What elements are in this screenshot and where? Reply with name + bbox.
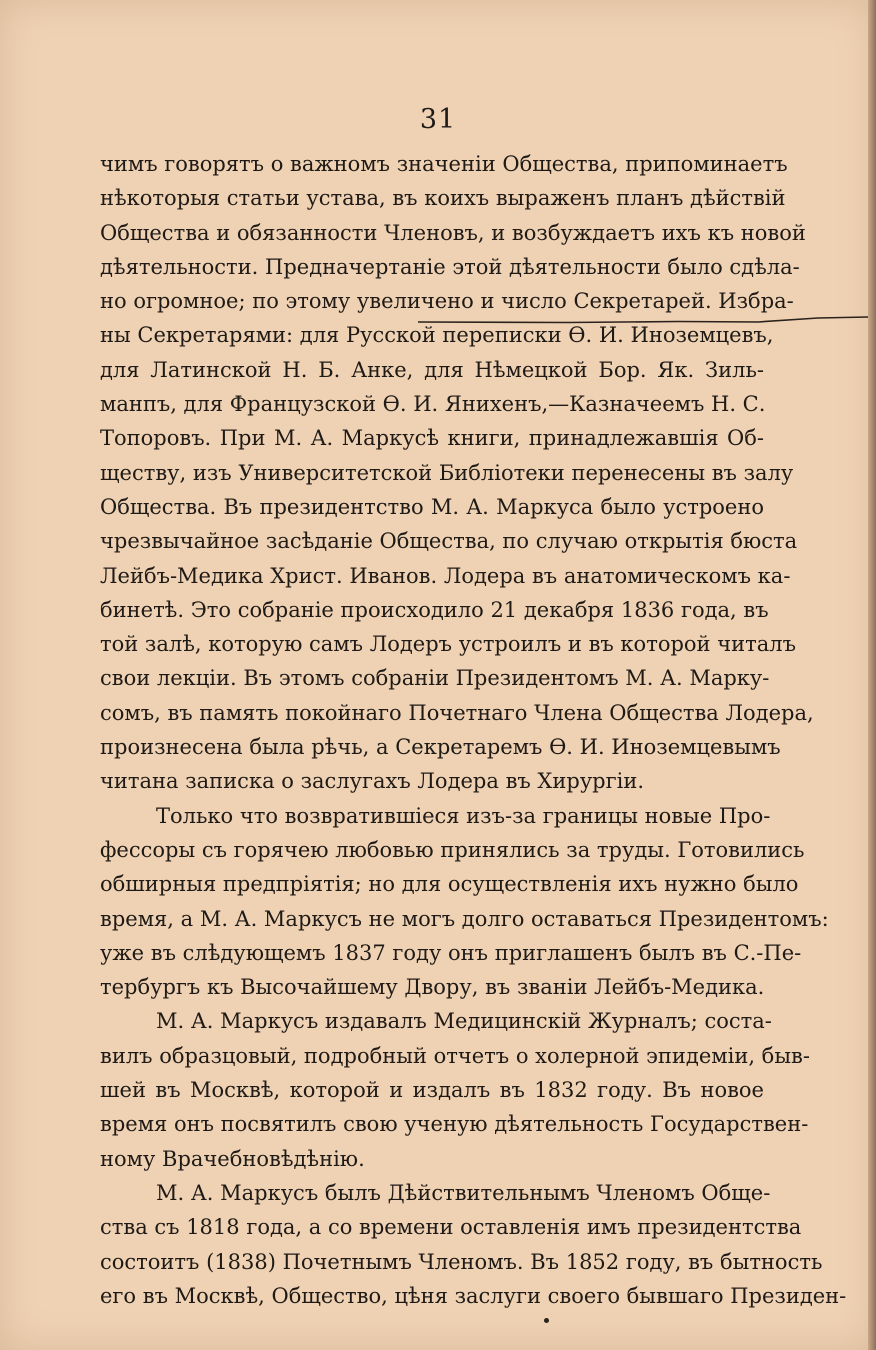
text-line: вилъ образцовый, подробный отчетъ о холерной эпидемiи, быв- [100,1043,810,1068]
page-edge [868,0,876,1350]
text-line: но огромное; по этому увеличено и число Секретарей. Избра- [100,289,794,314]
text-line: дѣятельности. Предначертанiе этой дѣятельности было сдѣла- [100,254,800,279]
text-line: Лейбъ-Медика Христ. Иванов. Лодера въ анатомическомъ ка- [100,563,791,588]
text-line: читана записка о заслугахъ Лодера въ Хирургiи. [100,769,645,794]
text-line: ному Врачебновѣдѣнiю. [100,1146,365,1171]
text-line: М. А. Маркусъ издавалъ Медицинскiй Журналъ; соста- [156,1009,772,1034]
text-line: Общества. Въ президентство М. А. Маркуса было устроено [100,494,764,519]
text-line: чимъ говорятъ о важномъ значенiи Общества, припоминаетъ [100,152,788,176]
text-line: шей въ Москвѣ, которой и издалъ въ 1832 году. Въ новое [100,1078,764,1103]
text-line: нѣкоторыя статьи устава, въ коихъ выраженъ планъ дѣйствiй [100,186,786,211]
text-line: ны Секретарями: для Русской переписки Ѳ. И. Иноземцевъ, [100,323,774,348]
text-line: Общества и обязанности Членовъ, и возбуждаетъ ихъ къ новой [100,220,806,245]
text-line: уже въ слѣдующемъ 1837 году онъ приглашенъ былъ въ С.-Пе- [100,940,802,965]
text-line: той залѣ, которую самъ Лодеръ устроилъ и въ которой читалъ [100,632,796,657]
text-line: произнесена была рѣчь, а Секретаремъ Ѳ. И. Иноземцевымъ [100,735,781,760]
text-line: состоитъ (1838) Почетнымъ Членомъ. Въ 1852 году, въ бытность [100,1249,823,1274]
text-line: манпъ, для Французской Ѳ. И. Янихенъ,—Казначеемъ Н. С. [100,392,766,417]
text-line: обширныя предпрiятiя; но для осуществленiя ихъ нужно было [100,872,799,897]
text-line: время онъ посвятилъ свою ученую дѣятельность Государствен- [100,1112,809,1137]
text-line: для Латинской Н. Б. Анке, для Нѣмецкой Бор. Як. Зиль- [100,357,764,382]
text-line: тербургъ къ Высочайшему Двору, въ званiи Лейбъ-Медика. [100,975,765,1000]
text-line: свои лекцiи. Въ этомъ собранiи Президентомъ М. А. Марку- [100,666,770,691]
text-line: Топоровъ. При М. А. Маркусѣ книги, принадлежавшiя Об- [100,426,764,451]
text-line: сомъ, въ память покойнаго Почетнаго Члена Общества Лодера, [100,700,814,725]
text-line: бинетѣ. Это собранiе происходило 21 декабря 1836 года, въ [100,597,769,622]
text-line: фессоры съ горячею любовью принялись за труды. Готовились [100,837,805,862]
text-line: его въ Москвѣ, Общество, цѣня заслуги своего бывшаго Президен- [100,1283,847,1308]
text-line: чрезвычайное засѣданiе Общества, по случаю открытiя бюста [100,529,798,554]
ink-dot [544,1318,549,1323]
pen-underline-mark [418,313,868,327]
text-line: время, а М. А. Маркусъ не могъ долго оставаться Президентомъ: [100,906,829,931]
text-line: ществу, изъ Университетской Библiотеки перенесены въ залу [100,460,794,485]
text-line: Только что возвратившiеся изъ-за границы новые Про- [156,803,771,828]
text-line: М. А. Маркусъ былъ Дѣйствительнымъ Членомъ Обще- [156,1180,771,1205]
text-line: ства съ 1818 года, а со времени оставленiя имъ президентства [100,1215,802,1240]
page-number: 31 [419,104,457,135]
